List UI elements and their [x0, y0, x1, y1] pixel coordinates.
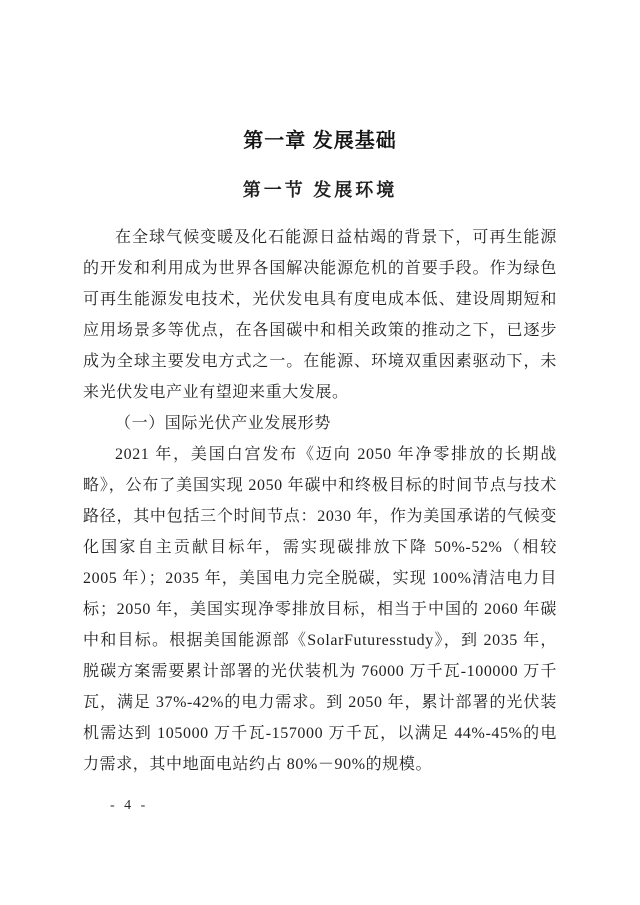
body-text — [83, 222, 557, 780]
chapter-title: 第一章 发展基础 — [243, 130, 397, 152]
paragraph-us-policy: 2021 年，美国白宫发布《迈向 2050 年净零排放的长期战略》，公布了美国实现 2050 年碳中和终极目标的时间节点与技术路径，其中包括三个时间节点：2030 年，作为美国承诺的气候变化国家自主贡献目标年，需实现碳排放下降 50%-52%（相较 2005 年）；2035 年，美国电力完全脱碳，实现 100%清洁电力目标；2050 年，美国实现净零排放目标，相当于中国的 2060 年碳中和目标。根据美国能源部《SolarFuturesstudy》，到 2035 年，脱碳方案需要累计部署的光伏装机为 76000 万千瓦-100000 万千瓦，满足 37%-42%的电力需求。到 2050 年，累计部署的光伏装机需达到 105000 万千瓦-157000 万千瓦，以满足 44%-45%的电力需求，其中地面电站约占 80%－90%的规模。 — [83, 446, 557, 773]
paragraph-subheading-international-pv: （一）国际光伏产业发展形势 — [115, 415, 331, 432]
paragraph-intro: 在全球气候变暖及化石能源日益枯竭的背景下，可再生能源的开发和利用成为世界各国解决能源危机的首要手段。作为绿色可再生能源发电技术，光伏发电具有度电成本低、建设周期短和应用场景多等优点，在各国碳中和相关政策的推动之下，已逐步成为全球主要发电方式之一。在能源、环境双重因素驱动下，未来光伏发电产业有望迎来重大发展。 — [83, 229, 557, 401]
page-number: - 4 - — [110, 798, 149, 813]
document-content — [83, 0, 557, 780]
section-title: 第一节 发展环境 — [242, 180, 398, 200]
